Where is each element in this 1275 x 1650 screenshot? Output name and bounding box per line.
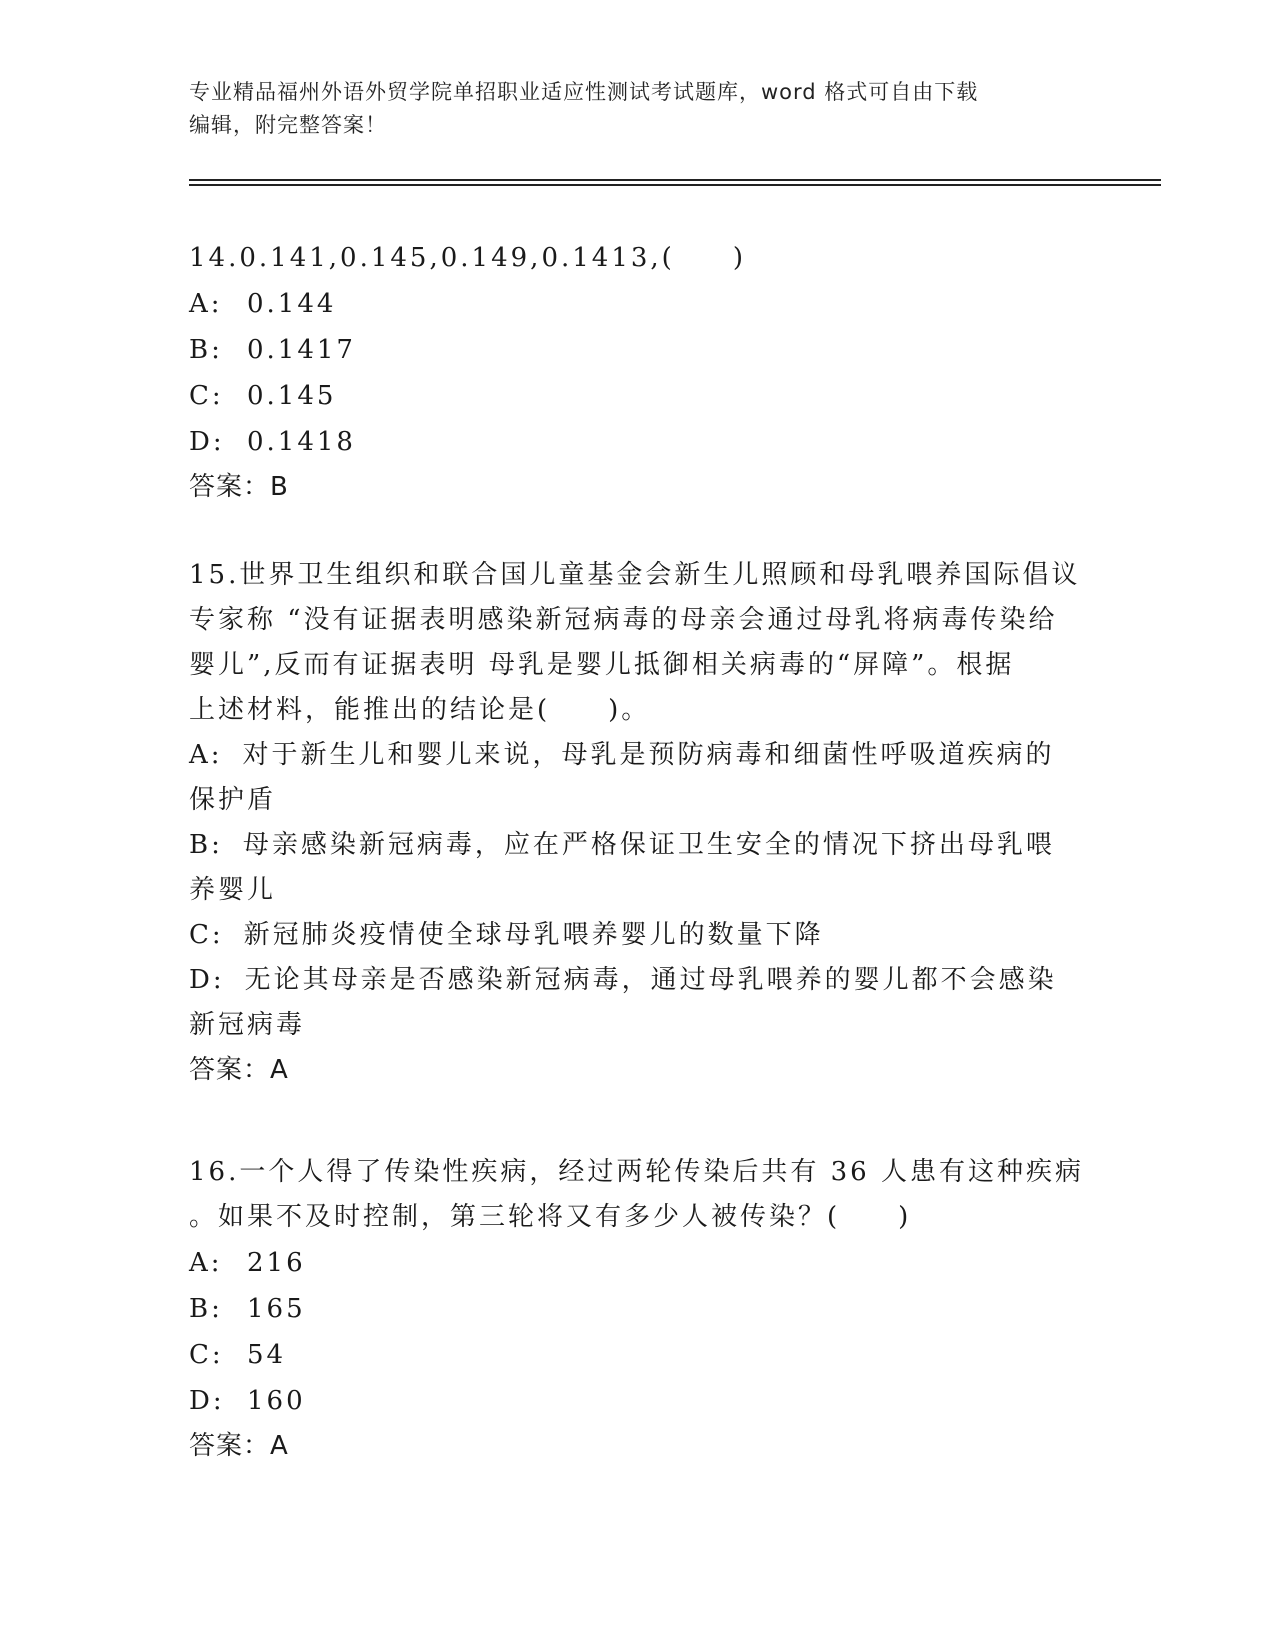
document-header <box>189 76 1089 142</box>
option-text: 0.145 <box>247 381 337 411</box>
option-text-line: 保护盾 <box>189 785 277 815</box>
option-c <box>189 913 1089 958</box>
answer: 答案：A <box>189 1431 289 1461</box>
option-text: 160 <box>247 1386 306 1416</box>
option-label: C: <box>189 381 224 411</box>
header-divider-top <box>189 179 1161 181</box>
option-c <box>189 373 1089 419</box>
option-text-line: 无论其母亲是否感染新冠病毒，通过母乳喂养的婴儿都不会感染 <box>244 965 1057 995</box>
option-a <box>189 281 1089 327</box>
question-stem-line: 16.一个人得了传染性疾病，经过两轮传染后共有 36 人患有这种疾病 <box>189 1157 1084 1187</box>
option-text-line: 母亲感染新冠病毒，应在严格保证卫生安全的情况下挤出母乳喂 <box>242 830 1055 860</box>
question-14 <box>189 236 1089 509</box>
question-15 <box>189 553 1089 1092</box>
option-text: 165 <box>247 1294 306 1324</box>
question-stem-line: 。如果不及时控制，第三轮将又有多少人被传染？( ) <box>189 1202 912 1232</box>
option-label: C: <box>189 1340 224 1370</box>
answer: 答案：A <box>189 1055 289 1085</box>
option-text: 0.144 <box>247 289 337 319</box>
question-stem-line: 上述材料，能推出的结论是( )。 <box>189 695 651 725</box>
option-text: 0.1417 <box>247 335 356 365</box>
question-16 <box>189 1150 1089 1468</box>
option-text: 216 <box>247 1248 306 1278</box>
option-text-line: 对于新生儿和婴儿来说，母乳是预防病毒和细菌性呼吸道疾病的 <box>242 740 1055 770</box>
question-stem-line: 15.世界卫生组织和联合国儿童基金会新生儿照顾和母乳喂养国际倡议 <box>189 560 1081 590</box>
header-line-1: 专业精品福州外语外贸学院单招职业适应性测试考试题库，word 格式可自由下载 <box>189 80 979 104</box>
option-b <box>189 1286 1089 1332</box>
option-d <box>189 419 1089 465</box>
option-d <box>189 958 1089 1048</box>
option-a <box>189 733 1089 823</box>
option-label: D: <box>189 427 225 457</box>
option-label: A: <box>189 740 223 770</box>
option-label: A: <box>189 1248 223 1278</box>
option-c <box>189 1332 1089 1378</box>
option-b <box>189 327 1089 373</box>
option-label: B: <box>189 335 223 365</box>
question-stem: 14.0.141,0.145,0.149,0.1413,( ) <box>189 243 746 273</box>
header-line-2: 编辑，附完整答案！ <box>189 113 387 137</box>
option-d <box>189 1378 1089 1424</box>
option-text-line: 养婴儿 <box>189 875 277 905</box>
option-label: D: <box>189 1386 225 1416</box>
option-label: A: <box>189 289 223 319</box>
option-text: 54 <box>247 1340 287 1370</box>
option-label: D: <box>189 965 225 995</box>
option-b <box>189 823 1089 913</box>
option-label: C: <box>189 920 224 950</box>
option-label: B: <box>189 830 223 860</box>
question-stem-line: 专家称 “没有证据表明感染新冠病毒的母亲会通过母乳将病毒传染给 <box>189 605 1058 635</box>
question-stem-line: 婴儿”,反而有证据表明 母乳是婴儿抵御相关病毒的“屏障”。根据 <box>189 650 1015 680</box>
option-text: 0.1418 <box>247 427 356 457</box>
answer: 答案：B <box>189 472 289 502</box>
option-text-line: 新冠病毒 <box>189 1010 306 1040</box>
option-text-line: 新冠肺炎疫情使全球母乳喂养婴儿的数量下降 <box>243 920 824 950</box>
header-divider-bottom <box>189 184 1161 186</box>
option-a <box>189 1240 1089 1286</box>
option-label: B: <box>189 1294 223 1324</box>
